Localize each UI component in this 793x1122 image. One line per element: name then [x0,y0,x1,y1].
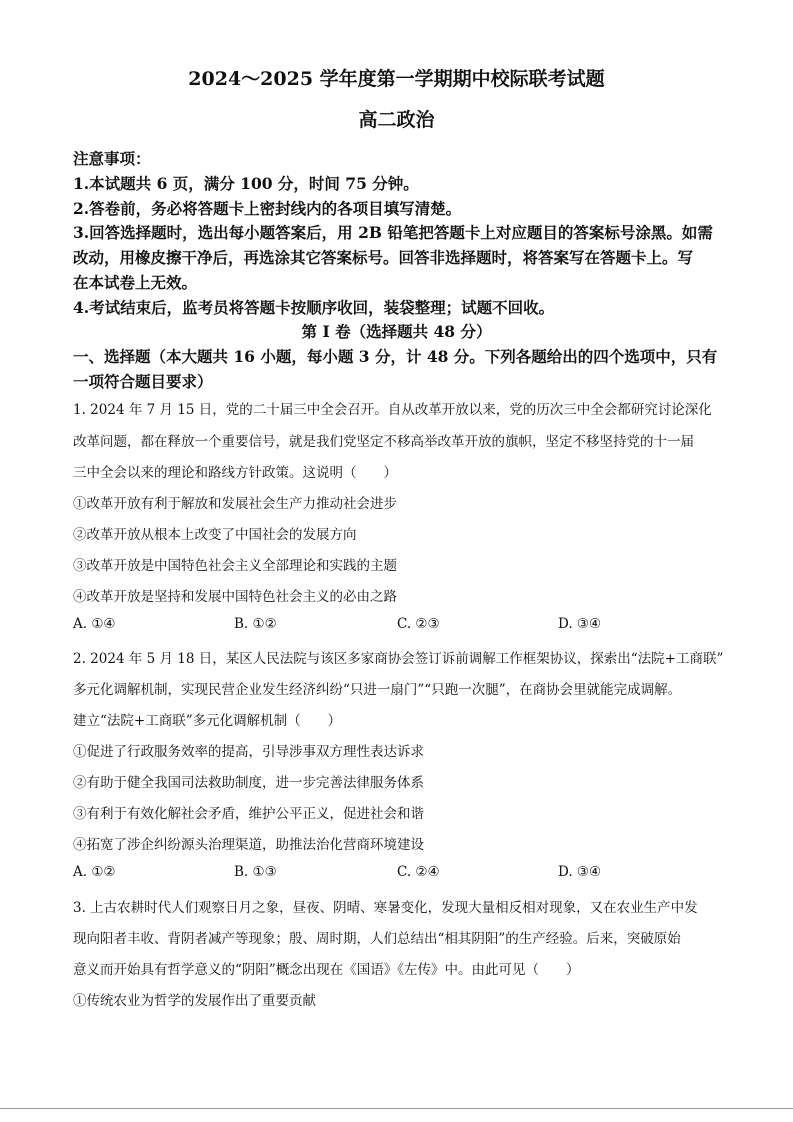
page-bottom-divider [0,1108,793,1109]
question-2-option-d[interactable]: D. ③④ [558,864,602,880]
question-3-stem: 现向阳者丰收、背阴者减产等现象；殷、周时期，人们总结出“相其阴阳”的生产经验。后来，突破原始 [73,931,681,947]
question-2-option-b[interactable]: B. ①③ [234,864,277,880]
question-3-statement: ①传统农业为哲学的发展作出了重要贡献 [73,993,316,1009]
section-title: 第 I 卷（选择题共 48 分） [301,322,492,341]
question-2-option-c[interactable]: C. ②④ [397,864,440,880]
subject-title: 高二政治 [358,109,435,131]
question-1-statement: ②改革开放从根本上改变了中国社会的发展方向 [73,527,357,543]
notice-line: 2.答卷前，务必将答题卡上密封线内的各项目填写清楚。 [73,199,462,218]
notice-line: 改动，用橡皮擦干净后，再选涂其它答案标号。回答非选择题时，将答案写在答题卡上。写 [73,248,694,267]
question-2-stem: 多元化调解机制，实现民营企业发生经济纠纷“只进一扇门”“只跑一次腿”，在商协会里就能完成调解。 [73,682,682,698]
question-2-statement: ④拓宽了涉企纠纷源头治理渠道，助推法治化营商环境建设 [73,837,424,853]
question-1-option-c[interactable]: C. ②③ [397,616,440,632]
question-1-stem: 1. 2024 年 7 月 15 日，党的二十届三中全会召开。自从改革开放以来，党的历次三中全会都研究讨论深化 [73,402,712,418]
question-2-statement: ②有助于健全我国司法救助制度，进一步完善法律服务体系 [73,775,424,791]
notice-line: 3.回答选择题时，选出每小题答案后，用 2B 铅笔把答题卡上对应题目的答案标号涂黑。如需 [73,223,713,242]
question-2-option-a[interactable]: A. ①② [73,864,116,880]
question-1-statement: ③改革开放是中国特色社会主义全部理论和实践的主题 [73,558,397,574]
question-2-statement: ①促进了行政服务效率的提高，引导涉事双方理性表达诉求 [73,744,424,760]
section-instruction: 一、选择题（本大题共 16 小题，每小题 3 分，计 48 分。下列各题给出的四个选项中，只有 [73,347,718,366]
question-2-stem: 2. 2024 年 5 月 18 日，某区人民法院与该区多家商协会签订诉前调解工作框架协议，探索出“法院+工商联” [73,651,724,667]
question-3-stem: 意义而开始具有哲学意义的“阴阳”概念出现在《国语》《左传》中。由此可见（ ） [73,962,580,978]
question-1-stem: 改革问题，都在释放一个重要信号，就是我们党坚定不移高举改革开放的旗帜，坚定不移坚持党的十一届 [73,434,694,450]
question-2-statement: ③有利于有效化解社会矛盾，维护公平正义，促进社会和谐 [73,806,424,822]
notice-heading: 注意事项： [73,149,151,168]
question-1-statement: ①改革开放有利于解放和发展社会生产力推动社会进步 [73,496,397,512]
section-instruction: 一项符合题目要求） [73,372,213,391]
question-1-option-a[interactable]: A. ①④ [73,616,116,632]
question-3-stem: 3. 上古农耕时代人们观察日月之象，昼夜、阴晴、寒暑变化，发现大量相反相对现象，又在农业生产中发 [73,900,698,916]
question-1-stem: 三中全会以来的理论和路线方针政策。这说明（ ） [73,465,397,481]
question-1-statement: ④改革开放是坚持和发展中国特色社会主义的必由之路 [73,589,397,605]
question-1-option-d[interactable]: D. ③④ [558,616,602,632]
notice-line: 4.考试结束后，监考员将答题卡按顺序收回，装袋整理；试题不回收。 [73,298,555,317]
question-1-option-b[interactable]: B. ①② [234,616,277,632]
exam-title: 2024～2025 学年度第一学期期中校际联考试题 [188,68,605,90]
question-2-stem: 建立“法院+工商联”多元化调解机制（ ） [73,713,342,729]
notice-line: 在本试卷上无效。 [73,273,198,292]
notice-line: 1.本试题共 6 页，满分 100 分，时间 75 分钟。 [73,174,419,193]
